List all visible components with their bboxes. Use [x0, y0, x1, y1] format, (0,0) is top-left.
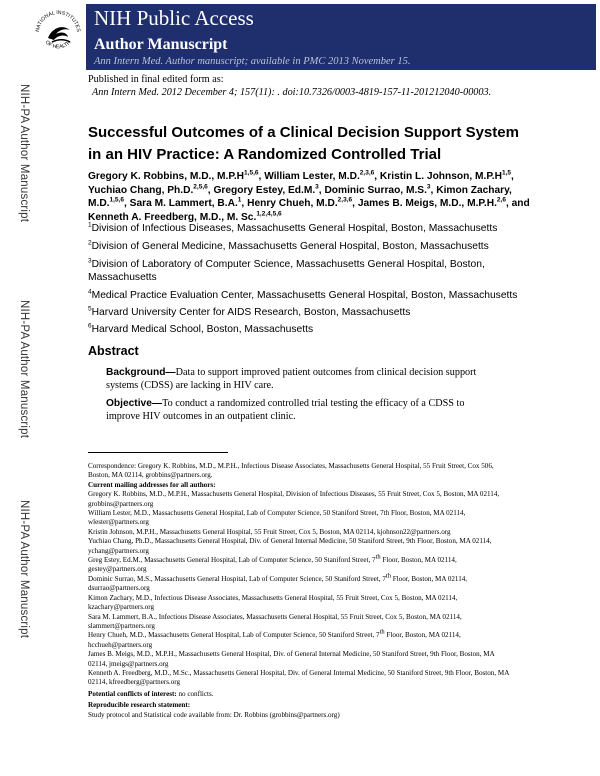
- mailing-address: Sara M. Lammert, B.A., Infectious Disease Associates, Massachusetts General Hospital, 55 Fruit Street, Cox 5, Boston, MA 02114, slammert@partners.org: [88, 612, 462, 630]
- header-availability: Ann Intern Med. Author manuscript; available in PMC 2013 November 15.: [94, 56, 411, 67]
- mailing-address: Henry Chueh, M.D., Massachusetts General Hospital, Lab of Computer Science, 50 Staniford Street, 7th Floor, Boston, MA 02114, hcchueh@partners.org: [88, 628, 461, 649]
- affiliation: $^3$Division of Laboratory of Computer Science, Massachusetts General Hospital, Boston, Massachusetts: [88, 257, 485, 284]
- author: Kimon Zachary, M.D.$^{1,5,6}$: [88, 184, 512, 210]
- affiliation: $^6$Harvard Medical School, Boston, Massachusetts: [88, 322, 314, 335]
- author: Kenneth A. Freedberg, M.D., M. Sc.$^{1,2,4,5,6}$: [88, 210, 282, 223]
- header-subtitle: Author Manuscript: [94, 36, 228, 53]
- abstract-background: Background—Data to support improved patient outcomes from clinical decision support systems (CDSS) are lacking in HIV care.: [106, 367, 477, 391]
- author: Henry Chueh, M.D.$^{2,3,6}$: [247, 196, 353, 210]
- mailing-address: Kenneth A. Freedberg, M.D., M.Sc., Massachusetts General Hospital, Div. of General Internal Medicine, 50 Staniford Street, 9th Floor, Boston, MA 02114, kfreedberg@partners.org: [88, 668, 509, 687]
- correspondence-note: Correspondence: Gregory K. Robbins, M.D., M.P.H., Infectious Disease Associates, Massachusetts General Hospital, 55 Fruit Street, Cox 506, Boston, MA 02114, grobbins@partners.org.: [88, 462, 494, 480]
- sidebar-label: NIH-PA Author Manuscript: [18, 300, 30, 439]
- sidebar-label: NIH-PA Author Manuscript: [18, 84, 30, 223]
- author: James B. Meigs, M.D., M.P.H.$^{2,6}$: [357, 196, 506, 210]
- mailing-address: Kristin Johnson, M.P.H., Massachusetts General Hospital, 55 Fruit Street, Cox 5, Boston, MA 02114, kjohnson22@partners.org: [88, 527, 451, 536]
- mailing-address: James B. Meigs, M.D., M.P.H., Massachusetts General Hospital, Div. of General Internal Medicine, 50 Staniford Street, 9th Floor, Boston, MA 02114, jmeigs@partners.org: [88, 650, 495, 668]
- author: Yuchiao Chang, Ph.D.$^{2,5,6}$: [88, 183, 208, 196]
- sidebar: [0, 0, 76, 776]
- published-label: Published in final edited form as:: [88, 74, 224, 85]
- author: Gregory K. Robbins, M.D., $M.P.H^{1,5,6}$: [88, 169, 259, 182]
- author: William Lester, M.D.$^{2,3,6}$: [264, 169, 375, 182]
- author-list: Gregory K. Robbins, M.D., $M.P.H^{1,5,6}$, William Lester, M.D.$^{2,3,6}$, Kristin L. Johnson, $M.P.H^{1,5}$, Yuchiao Chang, Ph.D.$^{2,5,6}$, Gregory Estey, Ed.M.$^3$, Dominic Surrao, M.S.$^3$, Kimon Zachary, M.D.$^{1,5,6}$, Sara M. Lammert, B.A.$^1$, Henry Chueh, M.D.$^{2,3,6}$, James B. Meigs, M.D., M.P.H.$^{2,6}$, and Kenneth A. Freedberg, M.D., M. Sc.$^{1,2,4,5,6}$: [88, 169, 530, 223]
- mailing-address: William Lester, M.D., Massachusetts General Hospital, Lab of Computer Science, 50 Staniford Street, 7th Floor, Boston, MA 02114, wlester@partners.org: [88, 509, 466, 527]
- nih-seal-logo: [32, 6, 84, 58]
- citation: Ann Intern Med. 2012 December 4; 157(11): . doi:10.7326/0003-4819-157-11-201212040-00003.: [92, 87, 492, 98]
- author: Sara M. Lammert, B.A.$^1$: [129, 196, 242, 210]
- mailing-heading: Current mailing addresses for all authors:: [88, 480, 216, 489]
- logo-top-text: NATIONAL INSTITUTES: [34, 9, 82, 33]
- conflicts-note: Potential conflicts of interest: no conflicts.: [88, 689, 214, 698]
- mailing-address: Yuchiao Chang, Ph.D., Massachusetts General Hospital, Div. of General Internal Medicine, 50 Staniford Street, 9th Floor, Boston, MA 02114, ychang@partners.org: [88, 537, 492, 555]
- footnotes: [88, 462, 512, 720]
- author: Gregory Estey, Ed.M.$^3$: [213, 183, 319, 196]
- footnote-divider: [88, 452, 228, 453]
- author: Kristin L. Johnson, $M.P.H^{1,5}$: [379, 169, 512, 182]
- reproducible-heading: Reproducible research statement:: [88, 701, 191, 710]
- reproducible-text: Study protocol and Statistical code available from: Dr. Robbins (grobbins@partners.org): [88, 710, 340, 719]
- abstract-heading: Abstract: [88, 344, 139, 358]
- affiliation: $^5$Harvard University Center for AIDS Research, Boston, Massachusetts: [88, 305, 411, 318]
- abstract-objective: Objective—To conduct a randomized controlled trial testing the efficacy of a CDSS to improve HIV outcomes in an outpatient clinic.: [106, 398, 465, 422]
- header-title: NIH Public Access: [94, 6, 254, 30]
- affiliation: $^4$Medical Practice Evaluation Center, Massachusetts General Hospital, Boston, Massachusetts: [88, 288, 518, 301]
- affiliation: $^2$Division of General Medicine, Massachusetts General Hospital, Boston, Massachusetts: [88, 239, 489, 252]
- mailing-address: Dominic Surrao, M.S., Massachusetts General Hospital, Lab of Computer Science, 50 Staniford Street, 7th Floor, Boston, MA 02114, dsurrao@partners.org: [88, 572, 468, 593]
- logo-bottom-text: OF HEALTH: [43, 39, 73, 51]
- mailing-address: Greg Estey, Ed.M., Massachusetts General Hospital, Lab of Computer Science, 50 Staniford Street, 7th Floor, Boston, MA 02114, gestey@partners.org: [88, 553, 457, 574]
- sidebar-label: NIH-PA Author Manuscript: [18, 500, 30, 639]
- author: Dominic Surrao, M.S.$^3$: [324, 183, 431, 196]
- affiliation: $^1$Division of Infectious Diseases, Massachusetts General Hospital, Boston, Massachusetts: [88, 221, 498, 234]
- article-title: Successful Outcomes of a Clinical Decision Support System in an HIV Practice: A Randomized Controlled Trial: [88, 124, 519, 163]
- nih-header: [86, 4, 596, 70]
- mailing-address: Gregory K. Robbins, M.D., M.P.H., Massachusetts General Hospital, Division of Infectious Diseases, 55 Fruit Street, Cox 5, Boston, MA 02114, grobbins@partners.org: [88, 490, 500, 508]
- mailing-address: Kimon Zachary, M.D., Infectious Disease Associates, Massachusetts General Hospital, 55 Fruit Street, Cox 5, Boston, MA 02114, kzachary@partners.org: [88, 593, 458, 612]
